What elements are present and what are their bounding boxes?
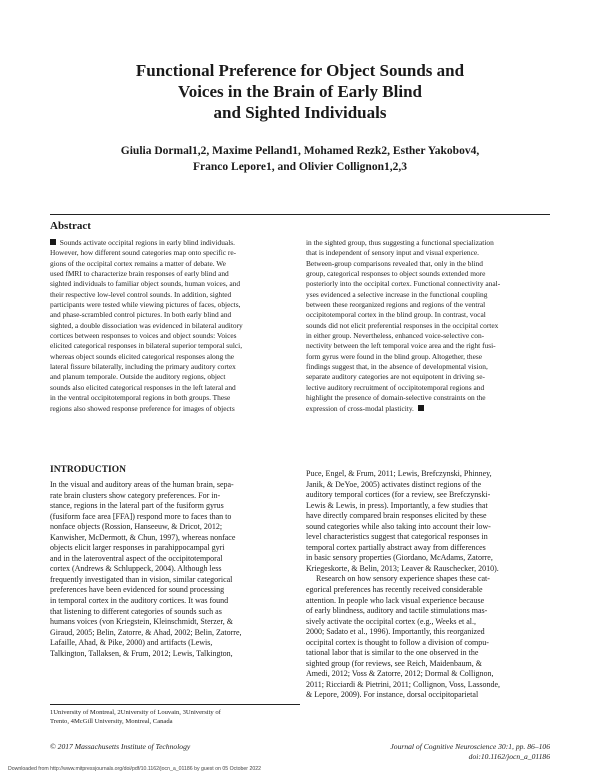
abstract-line: highlight the presence of domain-selective constraints on the [306, 393, 486, 403]
intro-line: nonface objects (Rossion, Hanseeuw, & Dricot, 2012; [50, 522, 223, 532]
download-note: Downloaded from http://www.mitpressjournals.org/doi/pdf/10.1162/jocn_a_01186 by guest on 05 October 2022 [8, 766, 261, 772]
abstract-line: and phase-scrambled control pictures. In both early blind and [50, 310, 232, 320]
abstract-line: cortices between responses to voices and object sounds: Voices [50, 331, 237, 341]
intro-line: & Lepore, 2009). For instance, dorsal occipitoparietal [306, 690, 479, 700]
intro-line: Lafaille, Ahad, & Pike, 2000) and artifacts (Lewis, [50, 638, 213, 648]
intro-line: Amedi, 2012; Voss & Zatorre, 2012; Dormal & Collignon, [306, 669, 494, 679]
abstract-line: form gyrus were found in the blind group. Altogether, these [306, 351, 483, 361]
intro-line: objects elicit larger responses in parahippocampal gyri [50, 543, 225, 553]
title-line: Voices in the Brain of Early Blind [177, 82, 422, 101]
intro-line: (fusiform face area [FFA]) respond more to faces than to [50, 511, 232, 521]
abstract-line: elicited categorical responses in bilateral superior temporal sulci, [50, 341, 243, 351]
intro-line: occipital cortex is thought to follow a division of compu- [306, 637, 489, 647]
introduction-heading: INTRODUCTION [50, 465, 127, 475]
abstract-line: regions also showed response preference for images of objects [50, 403, 235, 413]
paper-title [90, 60, 510, 123]
abstract-line: occipitotemporal cortex in the blind group. In contrast, vocal [306, 310, 486, 320]
intro-line: In the visual and auditory areas of the human brain, sepa- [50, 480, 234, 489]
footnote-rule [50, 704, 300, 705]
abstract-line: used fMRI to characterize brain responses of early blind and [50, 269, 229, 279]
abstract-line: posteriorly into the occipital cortex. Functional connectivity anal- [306, 279, 501, 289]
intro-line: of early blindness, auditory and tactile stimulations mas- [306, 606, 488, 616]
intro-line: Kriegeskorte, & Belin, 2013; Leaver & Rauschecker, 2010). [306, 563, 499, 573]
abstract-line: between these reorganized regions and regions of the ventral [306, 300, 486, 310]
abstract-line: in the ventral occipitotemporal regions in both groups. These [50, 393, 231, 403]
intro-line: level characteristics suggest that categorical responses in [306, 532, 488, 542]
abstract-line: and planum temporale. Outside the auditory regions, object [50, 372, 226, 382]
intro-line: sively activate the occipital cortex (e.g., Weeks et al., [306, 616, 477, 626]
affiliation-line: Trento, 4McGill University, Montreal, Canada [50, 718, 173, 725]
abstract-line: that is independent of sensory input and visual experience. [306, 248, 480, 258]
intro-line: Talkington, Tallaksen, & Frum, 2012; Lewis, Talkington, [50, 648, 233, 658]
intro-line: have directly compared brain responses elicited by these [306, 511, 487, 521]
intro-line: Kanwisher, McDermott, & Chun, 1997), whereas nonface [50, 532, 236, 542]
copyright-notice: © 2017 Massachusetts Institute of Technology [50, 742, 191, 751]
abstract-left-column [50, 238, 295, 414]
intro-line: 2000; Sadato et al., 1996). Importantly, this reorganized [306, 627, 485, 637]
intro-line: Giraud, 2005; Belin, Zatorre, & Ahad, 2002; Belin, Zatorre, [50, 627, 242, 637]
intro-left-column [50, 480, 300, 659]
author-line: Franco Lepore1, and Olivier Collignon1,2,3 [193, 161, 407, 173]
abstract-line: yses evidenced a selective increase in the functional coupling [306, 289, 488, 299]
title-line: Functional Preference for Object Sounds and [135, 61, 465, 80]
intro-line: in temporal cortex in the auditory cortices. It was found [50, 596, 229, 606]
intro-line: in basic sensory properties (Giordano, McAdams, Zatorre, [306, 553, 493, 563]
intro-line: that listening to different categories of sounds such as [50, 606, 222, 616]
intro-line: preferences have been evidenced for sound processing [50, 585, 225, 595]
abstract-line: sounds also elicited categorical responses in the left lateral and [50, 382, 236, 392]
author-list [60, 143, 540, 175]
abstract-line: in either group. Nevertheless, enhanced voice-selective con- [306, 331, 485, 341]
intro-line: auditory temporal cortices (for a review, see Brefczynski- [306, 490, 491, 500]
intro-line: frequently investigated than in vision, similar categorical [50, 574, 233, 584]
abstract-line: sighted, a double dissociation was evidenced in bilateral auditory [50, 320, 243, 330]
intro-line: and in the lateroventral aspect of the occipitotemporal [50, 553, 223, 563]
abstract-line: lective auditory recruitment of occipitotemporal regions and [306, 382, 485, 392]
journal-citation [290, 742, 550, 762]
journal-name: Journal of Cognitive Neuroscience 30:1, pp. 86–106 [390, 742, 550, 751]
abstract-line: However, how different sound categories map onto specific re- [50, 248, 237, 258]
abstract-right-column [306, 238, 551, 414]
intro-line: Janik, & DeYoe, 2005) activates distinct regions of the [306, 479, 482, 489]
intro-line: attention. In people who lack visual experience because [306, 595, 485, 605]
intro-right-column [306, 469, 556, 701]
end-square-icon [418, 405, 424, 411]
intro-line: stance, regions in the lateral part of the fusiform gyrus [50, 501, 224, 511]
author-line: Giulia Dormal1,2, Maxime Pelland1, Mohamed Rezk2, Esther Yakobov4, [120, 145, 480, 157]
abstract-line: in the sighted group, thus suggesting a functional specialization [306, 238, 494, 247]
abstract-heading: Abstract [50, 220, 91, 232]
abstract-line: lateral fissure bilaterally, including the primary auditory cortex [50, 362, 236, 372]
intro-line: 2011; Ricciardi & Pietrini, 2011; Collignon, Voss, Lassonde, [306, 679, 500, 689]
abstract-line: sighted individuals to familiar object sounds, human voices, and [50, 279, 241, 289]
abstract-line: Between-group comparisons revealed that, only in the blind [306, 258, 483, 268]
abstract-line: nectivity between the left temporal voice area and the right fusi- [306, 341, 496, 351]
abstract-top-rule [50, 214, 550, 215]
intro-line: Puce, Engel, & Frum, 2011; Lewis, Brefczynski, Phinney, [306, 469, 492, 478]
affiliation-line: 1University of Montreal, 2University of Louvain, 3University of [50, 709, 221, 716]
doi-link[interactable]: doi:10.1162/jocn_a_01186 [468, 752, 550, 761]
affiliations [50, 708, 300, 726]
intro-line: Research on how sensory experience shapes these cat- [316, 574, 490, 584]
section-square-icon [50, 239, 56, 245]
intro-line: humans voices (von Kriegstein, Kleinschmidt, Sterzer, & [50, 617, 233, 627]
intro-line: sound categories while also taking into account their low- [306, 521, 491, 531]
intro-line: cortex (Andrews & Schluppeck, 2004). Although less [50, 564, 222, 574]
abstract-line: gions of the occipital cortex remains a matter of debate. We [50, 258, 226, 268]
abstract-line: expression of cross-modal plasticity. [306, 404, 551, 414]
intro-line: Lewis & Lewis, in press). Importantly, a few studies that [306, 500, 488, 510]
intro-line: rate brain clusters show category preferences. For in- [50, 490, 221, 500]
intro-line: sighted group (for reviews, see Reich, Maidenbaum, & [306, 658, 482, 668]
abstract-line: separate auditory categories are not equipotent in driving se- [306, 372, 485, 382]
intro-line: egorical preferences has recently received considerable [306, 585, 483, 595]
abstract-line: whereas object sounds elicited categorical responses along the [50, 351, 235, 361]
abstract-line: sounds did not elicit preferential responses in the occipital cortex [306, 320, 499, 330]
abstract-line: participants were tested while viewing pictures of faces, objects, [50, 300, 241, 310]
abstract-line: their respective low-level control sounds. In addition, sighted [50, 289, 232, 299]
abstract-line: findings suggest that, in the absence of developmental vision, [306, 362, 488, 372]
title-line: and Sighted Individuals [213, 103, 387, 122]
abstract-line: group, categorical responses to object sounds extended more [306, 269, 486, 279]
intro-line: temporal cortex partially abstract away from differences [306, 542, 486, 552]
intro-line: tational labor that is similar to the one observed in the [306, 648, 479, 658]
abstract-line: Sounds activate occipital regions in early blind individuals. [50, 238, 295, 248]
